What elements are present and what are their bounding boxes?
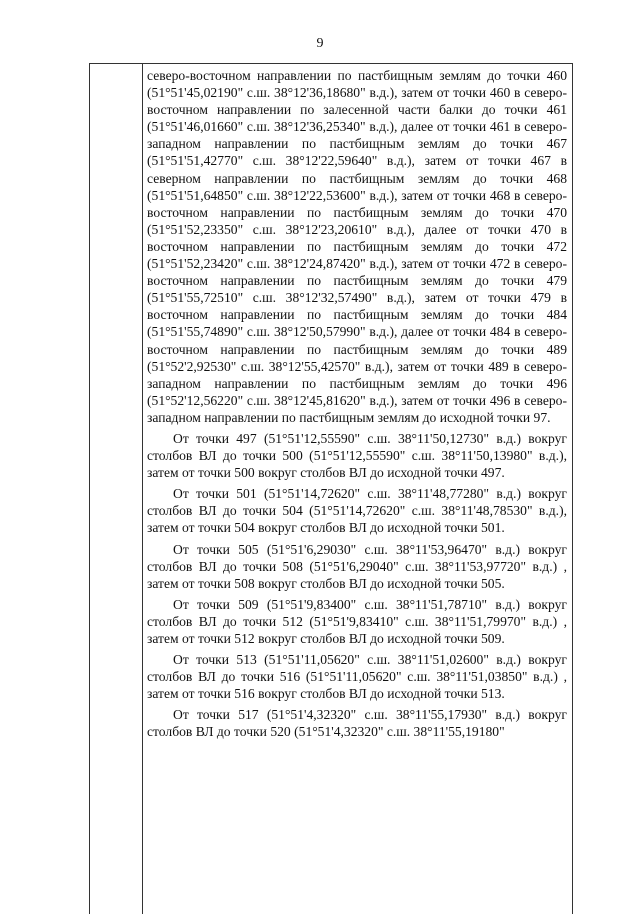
paragraph-points-505-508: От точки 505 (51°51'6,29030" с.ш. 38°11'53,96470" в.д.) вокруг столбов ВЛ до точки 508 (51°51'6,29040" с.ш. 38°11'53,97720" в.д.) , затем от точки 508 вокруг столбов ВЛ до исходной точки 505. [147, 541, 567, 591]
table-right-border [572, 64, 573, 914]
paragraph-points-517-520: От точки 517 (51°51'4,32320" с.ш. 38°11'55,17930" в.д.) вокруг столбов ВЛ до точки 520 (51°51'4,32320" с.ш. 38°11'55,19180" [147, 707, 567, 740]
document-table [89, 63, 573, 914]
paragraph-points-509-512: От точки 509 (51°51'9,83400" с.ш. 38°11'51,78710" в.д.) вокруг столбов ВЛ до точки 512 (51°51'9,83410" с.ш. 38°11'51,79970" в.д.) , затем от точки 512 вокруг столбов ВЛ до исходной точки 509. [147, 596, 567, 646]
table-text-cell [147, 67, 567, 745]
paragraph-points-501-504: От точки 501 (51°51'14,72620" с.ш. 38°11'48,77280" в.д.) вокруг столбов ВЛ до точки 504 (51°51'14,72620" с.ш. 38°11'48,78530" в.д.), затем от точки 504 вокруг столбов ВЛ до исходной точки 501. [147, 486, 567, 536]
paragraph-continued: северо-восточном направлении по пастбищным землям до точки 460 (51°51'45,02190" с.ш. 38°12'36,18680" в.д.), затем от точки 460 в северо-восточном направлении по залесенной части балки до точки 461 (51°51'46,01660" с.ш. 38°12'36,25340" в.д.), далее от точки 461 в северо-западном направлении по пастбищным землям до точки 467 (51°51'51,42770" с.ш. 38°12'22,59640" в.д.), затем от точки 467 в северном направлении по пастбищным землям до точки 468 (51°51'51,64850" с.ш. 38°12'22,53600" в.д.), затем от точки 468 в северо-восточном направлении по пастбищным землям до точки 470 (51°51'52,23350" с.ш. 38°12'23,20610" в.д.), далее от точки 470 в восточном направлении по пастбищным землям до точки 472 (51°51'52,23420" с.ш. 38°12'24,87420" в.д.), затем от точки 472 в северо-восточном направлении по пастбищным землям до точки 479 (51°51'55,72510" с.ш. 38°12'32,57490" в.д.), затем от точки 479 в восточном направлении по пастбищным землям до точки 484 (51°51'55,74890" с.ш. 38°12'50,57990" в.д.), далее от точки 484 в северо-восточном направлении по пастбищным землям до точки 489 (51°52'2,92530" с.ш. 38°12'55,42570" в.д.), затем от точки 489 в северо-западном направлении по пастбищным землям до точки 496 (51°52'12,56220" с.ш. 38°12'45,81620" в.д.), затем от точки 496 в северо-западном направлении по пастбищным землям до исходной точки 97. [147, 68, 567, 425]
page-number: 9 [316, 36, 324, 51]
paragraph-points-497-500: От точки 497 (51°51'12,55590" с.ш. 38°11'50,12730" в.д.) вокруг столбов ВЛ до точки 500 (51°51'12,55590" с.ш. 38°11'50,13980" в.д.), затем от точки 500 вокруг столбов ВЛ до исходной точки 497. [147, 430, 567, 481]
table-column-divider [142, 64, 143, 914]
paragraph-points-513-516: От точки 513 (51°51'11,05620" с.ш. 38°11'51,02600" в.д.) вокруг столбов ВЛ до точки 516 (51°51'11,05620" с.ш. 38°11'51,03850" в.д.) , затем от точки 516 вокруг столбов ВЛ до исходной точки 513. [147, 652, 567, 702]
